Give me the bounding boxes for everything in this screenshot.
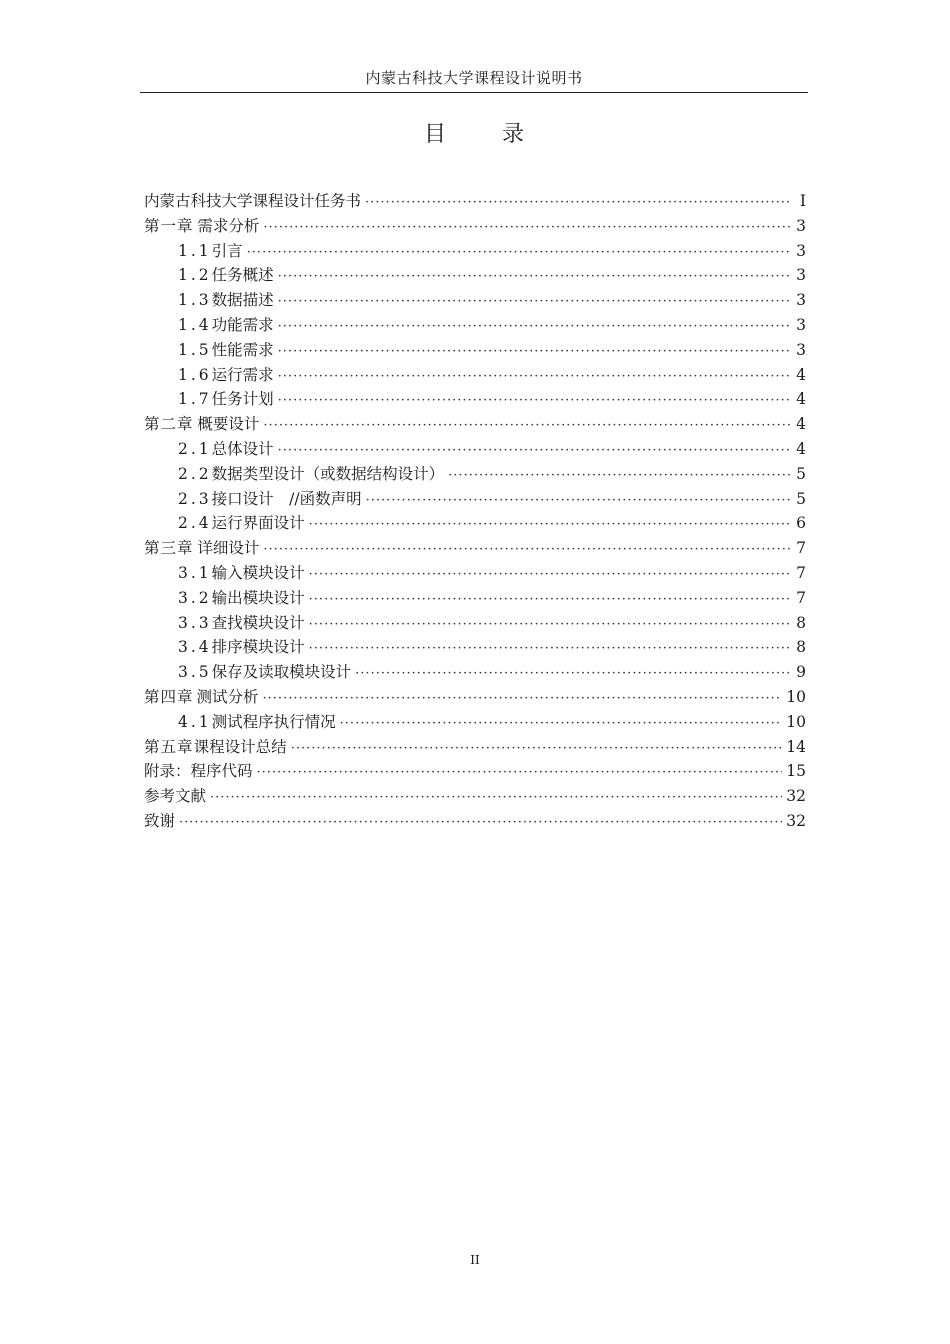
toc-entry[interactable] — [144, 635, 806, 660]
toc-entry-page: 15 — [786, 762, 806, 781]
toc-entry-label: 数据描述 — [211, 291, 274, 310]
toc-dot-leader — [278, 439, 792, 464]
toc-dot-leader — [309, 613, 792, 638]
toc-entry-number: 3.2 — [178, 588, 212, 607]
toc-entry-number: 3.5 — [178, 663, 212, 682]
toc-dot-leader — [340, 712, 783, 737]
toc-dot-leader — [278, 365, 792, 390]
toc-entry[interactable] — [144, 214, 806, 239]
toc-dot-leader — [309, 637, 792, 662]
toc-dot-leader — [291, 737, 783, 762]
toc-title-char-1: 目 — [423, 122, 446, 147]
toc-entry-label: 运行界面设计 — [211, 514, 305, 533]
toc-dot-leader — [257, 761, 783, 786]
toc-entry-number: 第三章 — [144, 539, 194, 558]
toc-entry-number: 3.4 — [178, 638, 212, 657]
toc-dot-leader — [355, 662, 792, 687]
toc-dot-leader — [309, 588, 792, 613]
toc-entry-page: 7 — [796, 588, 806, 607]
toc-entry[interactable] — [144, 363, 806, 388]
toc-entry[interactable] — [144, 239, 806, 264]
toc-entry-number: 1.5 — [178, 340, 212, 359]
toc-entry-page: 10 — [786, 712, 806, 731]
toc-entry[interactable] — [144, 387, 806, 412]
toc-entry-page: 4 — [796, 439, 806, 458]
toc-dot-leader — [366, 489, 792, 514]
toc-entry[interactable] — [144, 660, 806, 685]
toc-entry-page: 3 — [796, 216, 806, 235]
toc-entry-label: 测试程序执行情况 — [211, 712, 336, 731]
toc-entry-page: 3 — [796, 291, 806, 310]
toc-entry[interactable] — [144, 685, 806, 710]
toc-entry[interactable] — [144, 759, 806, 784]
toc-entry-number: 1.4 — [178, 315, 212, 334]
toc-entry[interactable] — [144, 437, 806, 462]
toc-entry-label: 附录：程序代码 — [144, 762, 253, 781]
toc-dot-leader — [263, 216, 792, 241]
toc-entry-label: 接口设计 //函数声明 — [211, 489, 362, 508]
toc-entry-label: 引言 — [211, 241, 243, 260]
toc-entry-page: I — [799, 192, 806, 210]
toc-entry-label: 测试分析 — [196, 687, 259, 706]
toc-entry-page: 4 — [796, 415, 806, 434]
toc-entry-number: 2.1 — [178, 439, 212, 458]
toc-entry[interactable] — [144, 313, 806, 338]
toc-entry[interactable] — [144, 462, 806, 487]
toc-entry-page: 8 — [796, 638, 806, 657]
toc-entry-label: 性能需求 — [211, 340, 274, 359]
toc-entry-number: 第五章 — [144, 737, 194, 756]
toc-entry-label: 任务计划 — [211, 390, 274, 409]
toc-entry-label: 总体设计 — [211, 439, 274, 458]
toc-entry[interactable] — [144, 611, 806, 636]
toc-entry-label: 详细设计 — [197, 539, 260, 558]
toc-entry[interactable] — [144, 338, 806, 363]
toc-entry-page: 3 — [796, 315, 806, 334]
toc-dot-leader — [263, 414, 792, 439]
toc-entry[interactable] — [144, 412, 806, 437]
toc-entry-page: 8 — [796, 613, 806, 632]
toc-entry-label: 排序模块设计 — [211, 638, 305, 657]
toc-entry-number: 4.1 — [178, 712, 212, 731]
toc-entry-page: 4 — [796, 390, 806, 409]
running-header: 内蒙古科技大学课程设计说明书 — [365, 69, 583, 87]
toc-entry-label: 输入模块设计 — [211, 563, 305, 582]
toc-entry-page: 4 — [796, 365, 806, 384]
toc-dot-leader — [365, 191, 792, 216]
toc-entry-page: 9 — [796, 663, 806, 682]
toc-entry-label: 输出模块设计 — [211, 588, 305, 607]
toc-entry[interactable] — [144, 784, 806, 809]
toc-dot-leader — [309, 513, 792, 538]
toc-entry-label: 需求分析 — [197, 216, 260, 235]
table-of-contents — [144, 189, 806, 834]
toc-entry[interactable] — [144, 536, 806, 561]
toc-dot-leader — [247, 241, 792, 266]
toc-dot-leader — [278, 265, 792, 290]
toc-entry-label: 功能需求 — [211, 315, 274, 334]
toc-entry[interactable] — [144, 561, 806, 586]
page-number: II — [470, 1253, 480, 1267]
toc-entry-page: 7 — [796, 539, 806, 558]
toc-title-char-2: 录 — [502, 122, 525, 147]
toc-dot-leader — [263, 538, 792, 563]
toc-entry-page: 32 — [786, 787, 806, 806]
toc-dot-leader — [263, 687, 783, 712]
toc-entry[interactable] — [144, 586, 806, 611]
toc-dot-leader — [309, 563, 792, 588]
toc-entry-label: 课程设计总结 — [193, 737, 287, 756]
toc-title — [140, 118, 808, 152]
toc-entry-number: 第二章 — [144, 415, 194, 434]
toc-entry-label: 运行需求 — [211, 365, 274, 384]
toc-entry[interactable] — [144, 263, 806, 288]
toc-entry-number: 3.3 — [178, 613, 212, 632]
toc-entry[interactable] — [144, 288, 806, 313]
toc-entry[interactable] — [144, 511, 806, 536]
toc-entry-page: 6 — [796, 514, 806, 533]
toc-entry[interactable] — [144, 710, 806, 735]
toc-entry-label: 致谢 — [144, 811, 176, 830]
toc-entry-label: 查找模块设计 — [211, 613, 305, 632]
toc-entry-number: 1.3 — [178, 291, 212, 310]
toc-entry[interactable] — [144, 189, 806, 214]
toc-entry-label: 任务概述 — [211, 266, 274, 285]
toc-entry-label: 参考文献 — [144, 787, 207, 806]
toc-entry-label: 内蒙古科技大学课程设计任务书 — [144, 192, 362, 210]
toc-entry-label: 数据类型设计（或数据结构设计） — [211, 464, 445, 483]
toc-entry-page: 10 — [786, 687, 806, 706]
toc-entry-number: 1.1 — [178, 241, 212, 260]
toc-entry-page: 7 — [796, 563, 806, 582]
toc-entry-number: 3.1 — [178, 563, 212, 582]
toc-entry-number: 2.3 — [178, 489, 212, 508]
toc-entry-label: 概要设计 — [197, 415, 260, 434]
toc-entry[interactable] — [144, 735, 806, 760]
toc-dot-leader — [448, 464, 792, 489]
toc-entry-number: 2.4 — [178, 514, 212, 533]
header-rule — [140, 92, 808, 93]
toc-entry-page: 5 — [796, 464, 806, 483]
toc-entry-page: 5 — [796, 489, 806, 508]
toc-entry[interactable] — [144, 809, 806, 834]
toc-dot-leader — [210, 786, 782, 811]
toc-entry-page: 3 — [796, 340, 806, 359]
toc-entry-number: 2.2 — [178, 464, 212, 483]
toc-entry-label: 保存及读取模块设计 — [211, 663, 352, 682]
toc-entry-page: 32 — [786, 811, 806, 830]
toc-dot-leader — [278, 315, 792, 340]
toc-dot-leader — [278, 290, 792, 315]
toc-dot-leader — [278, 389, 792, 414]
toc-entry-page: 14 — [786, 737, 806, 756]
toc-entry[interactable] — [144, 487, 806, 512]
toc-entry-number: 第一章 — [144, 216, 194, 235]
toc-entry-page: 3 — [796, 241, 806, 260]
toc-entry-number: 1.6 — [178, 365, 212, 384]
toc-dot-leader — [179, 811, 782, 836]
toc-entry-number: 1.2 — [178, 266, 212, 285]
toc-entry-number: 第四章 — [144, 687, 194, 706]
toc-entry-page: 3 — [796, 266, 806, 285]
toc-dot-leader — [278, 340, 792, 365]
toc-entry-number: 1.7 — [178, 390, 212, 409]
